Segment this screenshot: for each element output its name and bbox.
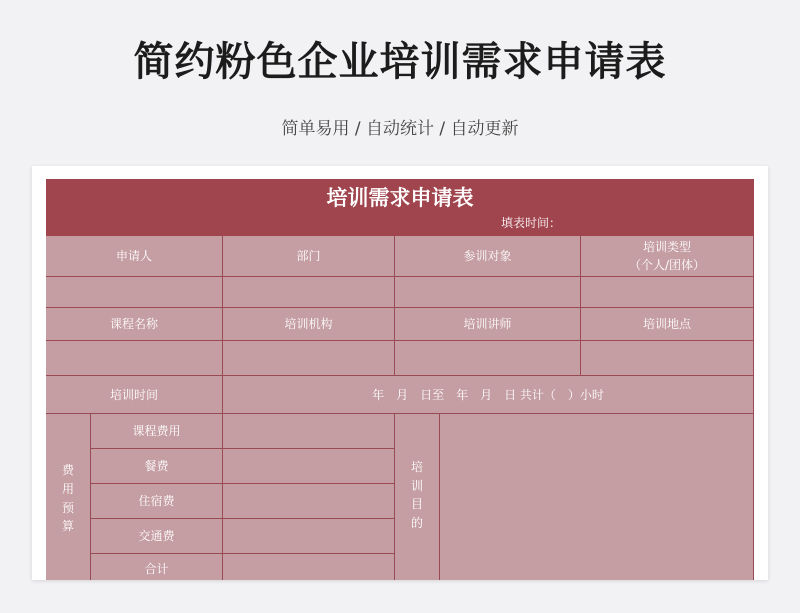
budget-value-cell[interactable] (223, 449, 395, 484)
applicant-label: 申请人 (46, 236, 223, 277)
training-time-value[interactable]: 年 月 日至 年 月 日 共计（ ）小时 (223, 376, 754, 414)
purpose-input-cell[interactable] (440, 414, 754, 580)
form-header (46, 179, 754, 236)
budget-value-cell[interactable] (223, 519, 395, 554)
page-title: 简约粉色企业培训需求申请表 (133, 39, 667, 85)
audience-input-cell[interactable] (395, 277, 581, 308)
applicant-input-cell[interactable] (46, 277, 223, 308)
form-title: 培训需求申请表 (326, 186, 474, 210)
institution-input-cell[interactable] (223, 341, 395, 376)
course-name-input-cell[interactable] (46, 341, 223, 376)
budget-item-label: 住宿费 (91, 484, 223, 519)
training-time-label: 培训时间 (46, 376, 223, 414)
fill-time-label: 填表时间： (501, 216, 562, 230)
training-type-label: 培训类型 （个人/团体） (581, 236, 754, 277)
training-type-input-cell[interactable] (581, 277, 754, 308)
purpose-label: 培训目的 (395, 414, 440, 580)
budget-item-label: 课程费用 (91, 414, 223, 449)
budget-item-label: 合计 (91, 554, 223, 580)
budget-value-cell[interactable] (223, 414, 395, 449)
page-subtitle: 简单易用 / 自动统计 / 自动更新 (281, 119, 519, 139)
location-input-cell[interactable] (581, 341, 754, 376)
budget-item-label: 餐费 (91, 449, 223, 484)
institution-label: 培训机构 (223, 308, 395, 341)
budget-value-cell[interactable] (223, 484, 395, 519)
budget-total-cell[interactable] (223, 554, 395, 580)
department-label: 部门 (223, 236, 395, 277)
form-preview-card (32, 166, 768, 580)
lecturer-input-cell[interactable] (395, 341, 581, 376)
audience-label: 参训对象 (395, 236, 581, 277)
budget-group-label: 费用预算 (46, 414, 91, 580)
department-input-cell[interactable] (223, 277, 395, 308)
training-request-sheet (46, 179, 754, 580)
lecturer-label: 培训讲师 (395, 308, 581, 341)
budget-item-label: 交通费 (91, 519, 223, 554)
location-label: 培训地点 (581, 308, 754, 341)
course-name-label: 课程名称 (46, 308, 223, 341)
